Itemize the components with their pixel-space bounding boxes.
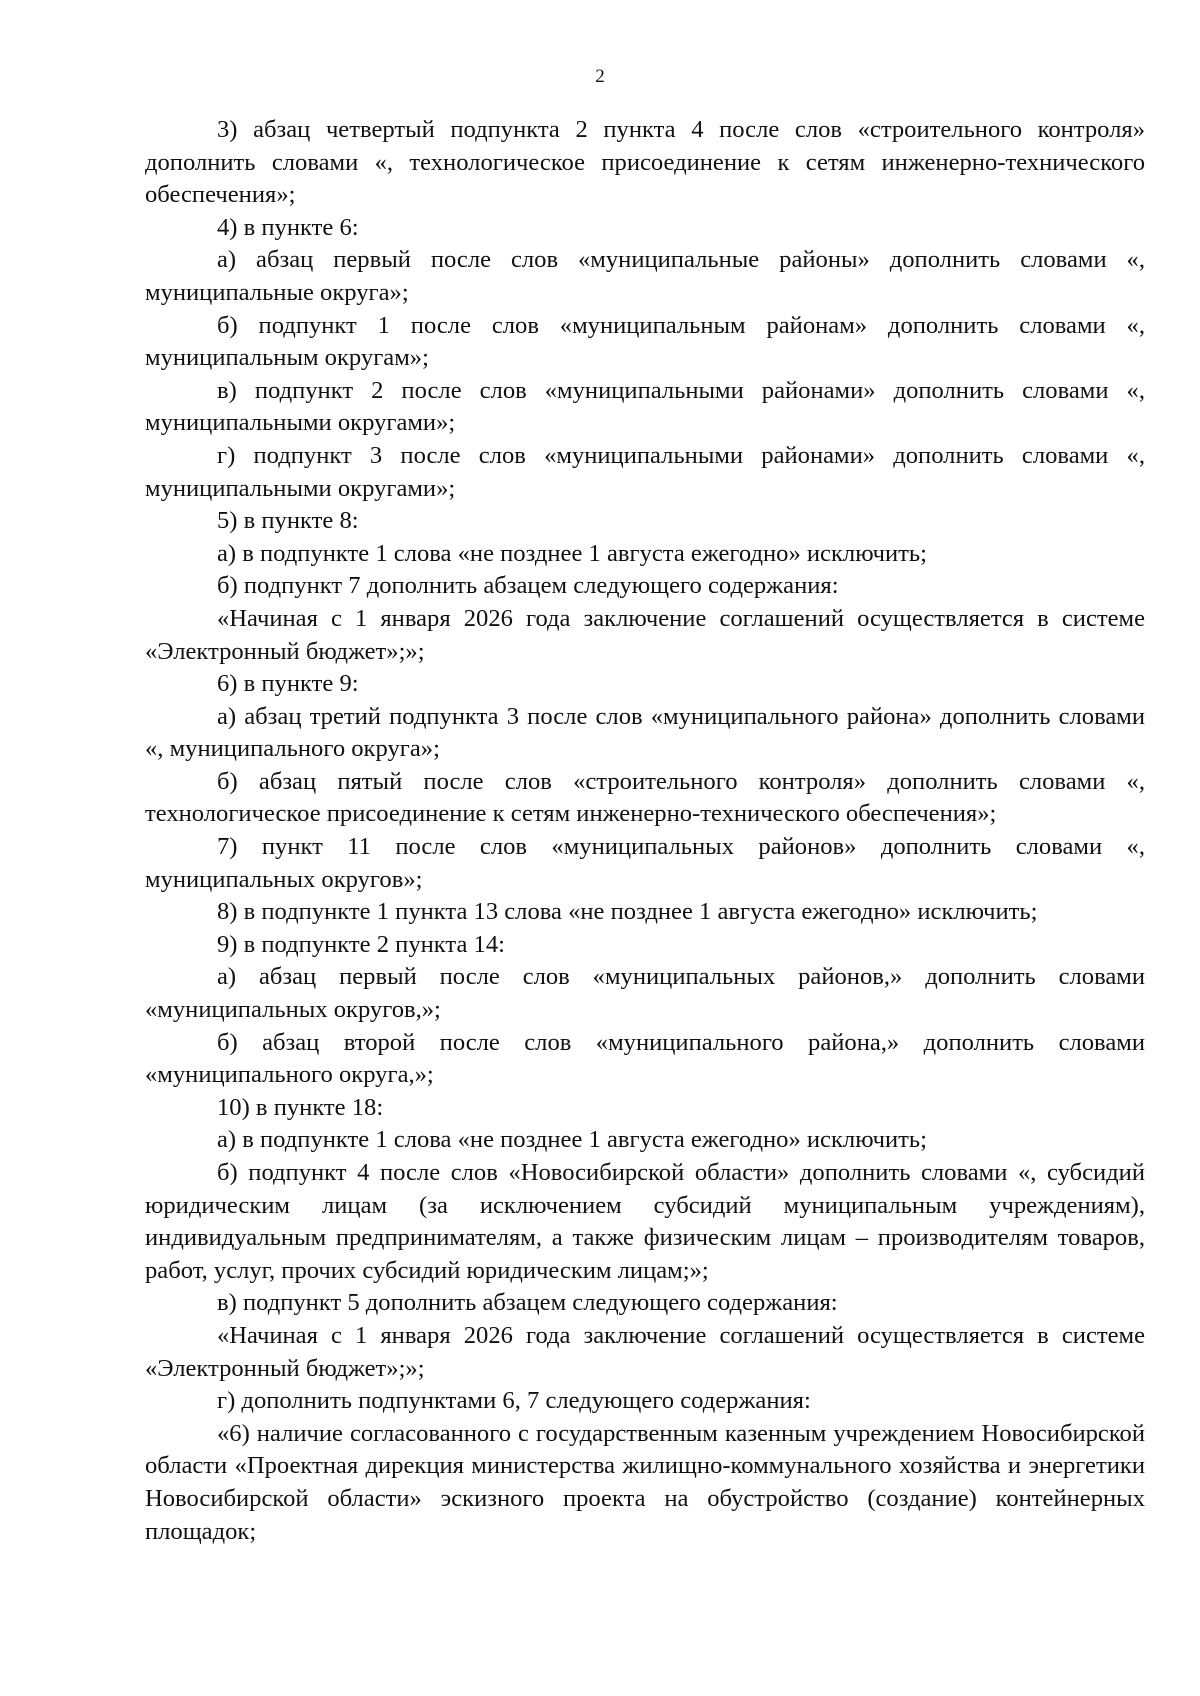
page-number: 2 [595, 66, 605, 87]
paragraph: «Начиная с 1 января 2026 года заключение соглашений осуществляется в системе «Электронный бюджет»;»; [145, 1321, 1145, 1382]
paragraph: 9) в подпункте 2 пункта 14: [217, 930, 505, 958]
paragraph: а) абзац первый после слов «муниципальные районы» дополнить словами «, муниципальные округа»; [145, 246, 1145, 306]
paragraph: 4) в пункте 6: [217, 213, 359, 241]
paragraph: 3) абзац четвертый подпункта 2 пункта 4 после слов «строительного контроля» дополнить словами «, технологическое присоединение к сетям инженерно-технического обеспечения»; [145, 116, 1145, 209]
paragraph: г) дополнить подпунктами 6, 7 следующего содержания: [217, 1387, 811, 1415]
paragraph: б) подпункт 1 после слов «муниципальным районам» дополнить словами «, муниципальным округам»; [145, 311, 1145, 372]
paragraph: 8) в подпункте 1 пункта 13 слова «не позднее 1 августа ежегодно» исключить; [217, 898, 1038, 926]
paragraph: а) в подпункте 1 слова «не позднее 1 августа ежегодно» исключить; [217, 1126, 927, 1154]
paragraph: «6) наличие согласованного с государственным казенным учреждением Новосибирской области «Проектная дирекция министерства жилищно-коммунального хозяйства и энергетики Новосибирской области» эскизного проекта на обустройство (создание) контейнерных площадок; [145, 1419, 1145, 1545]
paragraph: б) подпункт 7 дополнить абзацем следующего содержания: [217, 572, 839, 600]
paragraph: в) подпункт 5 дополнить абзацем следующего содержания: [217, 1289, 838, 1317]
paragraph: б) абзац второй после слов «муниципального района,» дополнить словами «муниципального округа,»; [145, 1028, 1145, 1089]
paragraph: а) абзац первый после слов «муниципальных районов,» дополнить словами «муниципальных округов,»; [145, 963, 1145, 1024]
paragraph: 6) в пункте 9: [217, 670, 359, 698]
paragraph: 5) в пункте 8: [217, 507, 359, 535]
paragraph: в) подпункт 2 после слов «муниципальными районами» дополнить словами «, муниципальными округами»; [145, 376, 1145, 437]
paragraph: г) подпункт 3 после слов «муниципальными районами» дополнить словами «, муниципальными округами»; [145, 441, 1145, 502]
document-body [145, 114, 1145, 1548]
paragraph: 10) в пункте 18: [217, 1093, 384, 1121]
paragraph: а) абзац третий подпункта 3 после слов «муниципального района» дополнить словами «, муниципального округа»; [145, 702, 1145, 763]
paragraph: «Начиная с 1 января 2026 года заключение соглашений осуществляется в системе «Электронный бюджет»;»; [145, 604, 1145, 665]
paragraph: б) абзац пятый после слов «строительного контроля» дополнить словами «, технологическое присоединение к сетям инженерно-технического обеспечения»; [145, 767, 1145, 828]
paragraph: б) подпункт 4 после слов «Новосибирской области» дополнить словами «, субсидий юридическим лицам (за исключением субсидий муниципальным учреждениям), индивидуальным предпринимателям, а также физическим лицам – производителям товаров, работ, услуг, прочих субсидий юридическим лицам;»; [145, 1159, 1145, 1284]
paragraph: а) в подпункте 1 слова «не позднее 1 августа ежегодно» исключить; [217, 539, 927, 567]
paragraph: 7) пункт 11 после слов «муниципальных районов» дополнить словами «, муниципальных округов»; [145, 833, 1145, 893]
